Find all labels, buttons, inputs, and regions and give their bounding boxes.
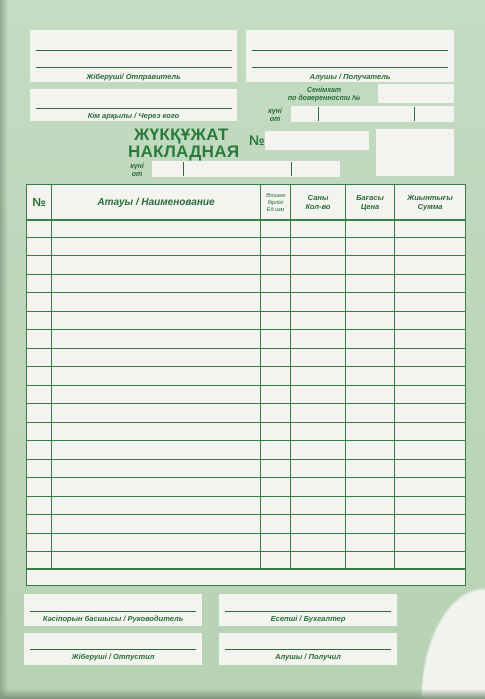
table-row — [27, 237, 465, 238]
table-row — [27, 477, 465, 478]
table-row — [27, 459, 465, 460]
document-title-ru: НАКЛАДНАЯ — [128, 142, 240, 161]
table-row — [27, 514, 465, 515]
table-row — [27, 403, 465, 404]
receiver-line-1 — [252, 50, 448, 51]
col-divider-4 — [345, 185, 346, 568]
proxy-date-bottom: от — [269, 116, 281, 123]
table-row — [27, 255, 465, 256]
totals-divider — [27, 568, 465, 570]
invoice-date-field[interactable] — [152, 161, 340, 177]
table-row — [27, 440, 465, 441]
sender-line-1 — [36, 50, 232, 51]
via-label: Кім арқылы / Через кого — [87, 111, 180, 120]
table-row — [27, 329, 465, 330]
document-title-kz: ЖҮКҚҰЖАТ — [134, 125, 229, 144]
invoice-number-field[interactable] — [265, 131, 369, 150]
stamp-area — [376, 129, 454, 176]
released-label: Жіберуші / Отпустил — [71, 652, 155, 661]
proxy-label-line1: Сенімхат — [306, 87, 342, 94]
table-row — [27, 366, 465, 367]
proxy-date-field[interactable] — [291, 106, 454, 122]
col-header-unit: Өлшем бірлігі Ед.изм — [266, 192, 285, 213]
col-divider-2 — [260, 185, 261, 568]
received-line — [225, 649, 391, 650]
table-row — [27, 348, 465, 349]
proxy-label — [274, 87, 374, 103]
invoice-date-divider-1 — [183, 162, 184, 176]
table-row — [27, 496, 465, 497]
invoice-date-bottom: от — [131, 171, 143, 178]
col-header-quantity: Саны Кол-во — [305, 193, 331, 211]
table-row — [27, 551, 465, 552]
page-shadow-bottom — [0, 689, 485, 699]
receiver-line-2 — [252, 67, 448, 68]
receiver-label: Алушы / Получатель — [309, 72, 391, 81]
invoice-date-label — [124, 163, 150, 179]
invoice-date-top: күні — [130, 163, 144, 170]
table-row — [27, 311, 465, 312]
proxy-date-label — [262, 108, 288, 124]
invoice-date-divider-2 — [291, 162, 292, 176]
decorative-curve — [405, 560, 485, 699]
table-row — [27, 533, 465, 534]
proxy-date-top: күні — [268, 108, 282, 115]
proxy-date-divider-1 — [318, 107, 319, 121]
number-sign: № — [249, 132, 265, 148]
col-header-number: № — [32, 194, 46, 209]
header-divider — [27, 219, 465, 221]
proxy-number-field[interactable] — [378, 84, 454, 103]
col-header-name: Атауы / Наименование — [97, 196, 215, 208]
page-shadow-left — [0, 0, 8, 699]
table-row — [27, 292, 465, 293]
manager-label: Кәсіпорын басшысы / Руководитель — [42, 614, 184, 623]
received-label: Алушы / Получил — [275, 652, 341, 661]
accountant-line — [225, 611, 391, 612]
released-line — [30, 649, 196, 650]
sender-label: Жіберуші/ Отправитель — [86, 72, 181, 81]
table-row — [27, 385, 465, 386]
sender-line-2 — [36, 67, 232, 68]
proxy-label-line2: по доверенности № — [287, 95, 361, 102]
manager-line — [30, 611, 196, 612]
col-divider-1 — [51, 185, 52, 568]
table-row — [27, 422, 465, 423]
col-header-total: Жиынтығы Сумма — [407, 193, 453, 211]
via-line — [36, 108, 232, 109]
col-divider-5 — [394, 185, 395, 568]
col-divider-3 — [290, 185, 291, 568]
proxy-date-divider-2 — [414, 107, 415, 121]
table-row — [27, 274, 465, 275]
col-header-price: Бағасы Цена — [356, 193, 384, 211]
accountant-label: Есепші / Бухгалтер — [270, 614, 346, 623]
items-table — [26, 184, 466, 586]
